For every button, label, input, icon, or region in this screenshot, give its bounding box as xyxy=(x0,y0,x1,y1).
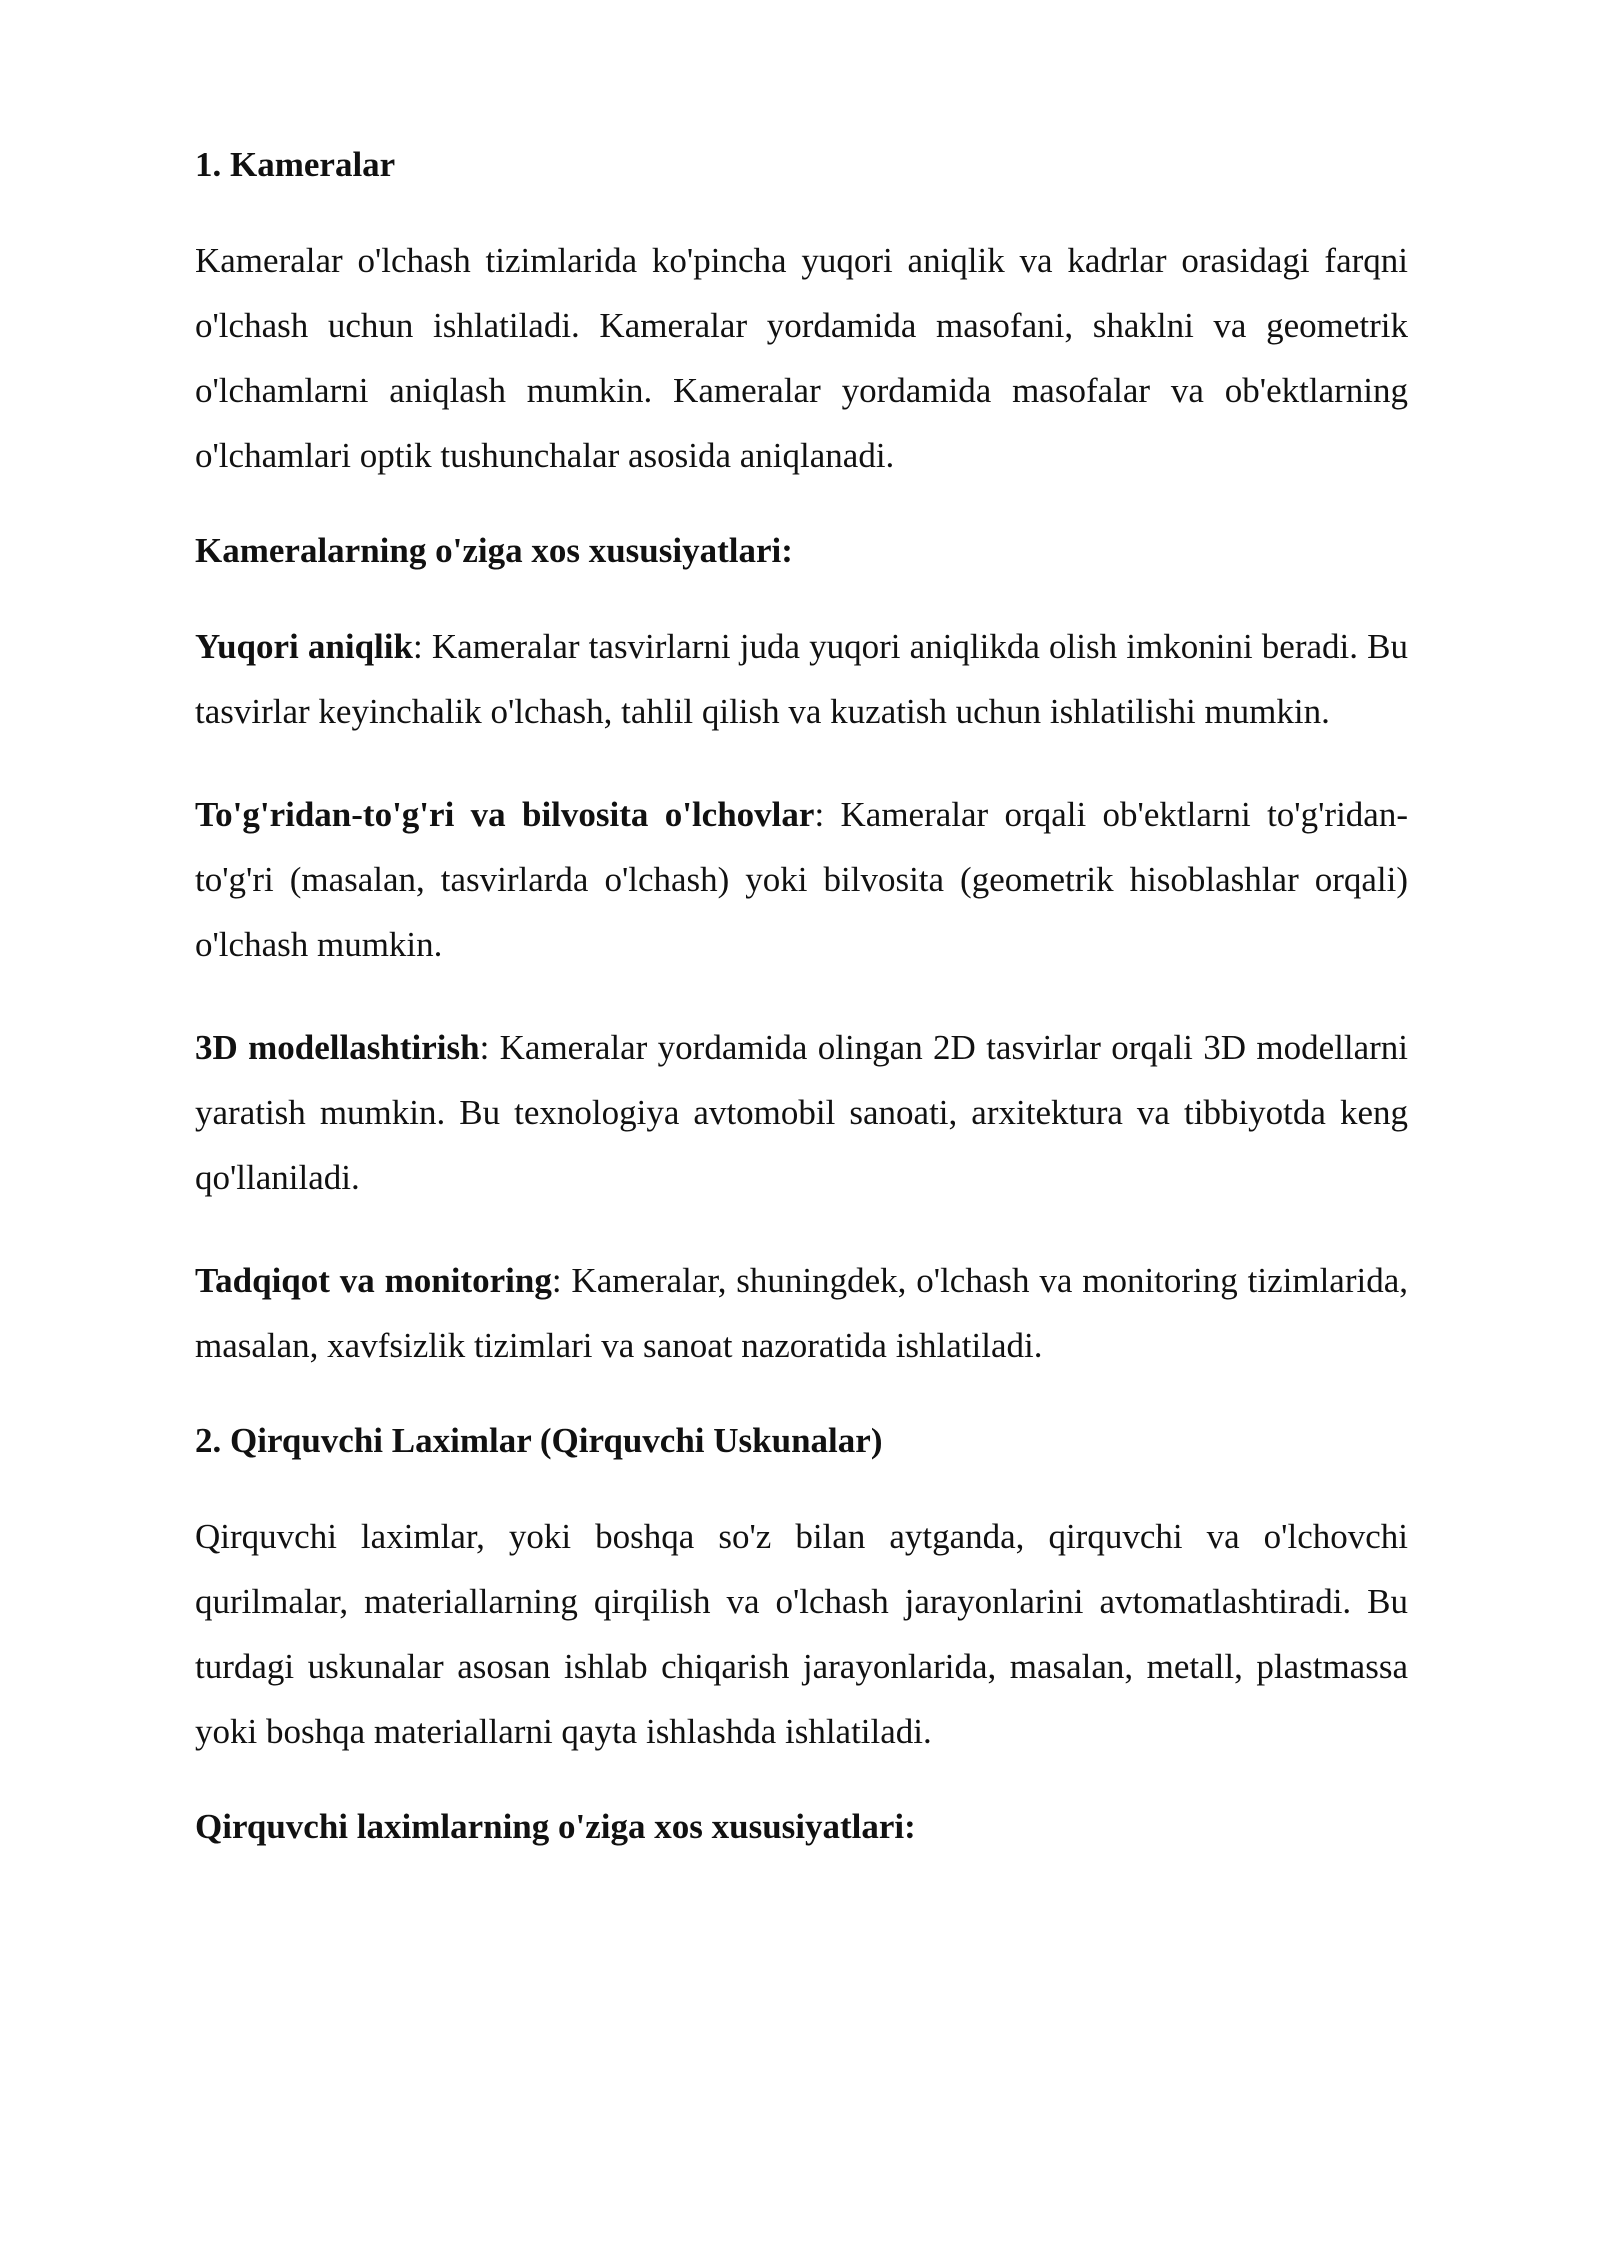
feature-paragraph-olchovlar xyxy=(195,782,1408,977)
feature-term: Yuqori aniqlik xyxy=(195,627,413,666)
feature-term: To'g'ridan-to'g'ri va bilvosita o'lchovlar xyxy=(195,795,815,834)
feature-text: : Kameralar tasvirlarni juda yuqori aniqlikda olish imkonini beradi. Bu tasvirlar keyinchalik o'lchash, tahlil qilish va kuzatish uchun ishlatilishi mumkin. xyxy=(195,627,1409,731)
document-page xyxy=(195,140,1408,1890)
feature-text: : Kameralar yordamida olingan 2D tasvirlar orqali 3D modellarni yaratish mumkin. Bu texnologiya avtomobil sanoati, arxitektura va tibbiyotda keng qo'llaniladi. xyxy=(195,1028,1408,1197)
feature-text: : Kameralar, shuningdek, o'lchash va monitoring tizimlarida, masalan, xavfsizlik tizimlari va sanoat nazoratida ishlatiladi. xyxy=(195,1261,1408,1365)
feature-term: Tadqiqot va monitoring xyxy=(195,1261,552,1300)
feature-paragraph-tadqiqot-monitoring xyxy=(195,1248,1408,1378)
qirquvchi-features-heading: Qirquvchi laximlarning o'ziga xos xususiyatlari: xyxy=(195,1807,916,1846)
kameralar-features-heading: Kameralarning o'ziga xos xususiyatlari: xyxy=(195,531,793,570)
qirquvchi-intro-paragraph: Qirquvchi laximlar, yoki boshqa so'z bilan aytganda, qirquvchi va o'lchovchi qurilmalar, materiallarning qirqilish va o'lchash jarayonlarini avtomatlashtiradi. Bu turdagi uskunalar asosan ishlab chiqarish jarayonlarida, masalan, metall, plastmassa yoki boshqa materiallarni qayta ishlashda ishlatiladi. xyxy=(195,1517,1408,1751)
kameralar-intro-paragraph: Kameralar o'lchash tizimlarida ko'pincha yuqori aniqlik va kadrlar orasidagi farqni o'lchash uchun ishlatiladi. Kameralar yordamida masofani, shaklni va geometrik o'lchamlarni aniqlash mumkin. Kameralar yordamida masofalar va ob'ektlarning o'lchamlari optik tushunchalar asosida aniqlanadi. xyxy=(195,241,1408,475)
feature-paragraph-yuqori-aniqlik xyxy=(195,614,1408,744)
section-heading-kameralar: 1. Kameralar xyxy=(195,145,396,184)
feature-term: 3D modellashtirish xyxy=(195,1028,480,1067)
feature-text: : Kameralar orqali ob'ektlarni to'g'ridan-to'g'ri (masalan, tasvirlarda o'lchash) yoki bilvosita (geometrik hisoblashlar orqali) o'lchash mumkin. xyxy=(195,795,1408,964)
section-heading-qirquvchi-laximlar: 2. Qirquvchi Laximlar (Qirquvchi Uskunalar) xyxy=(195,1421,883,1460)
feature-paragraph-3d-modellashtirish xyxy=(195,1015,1408,1210)
